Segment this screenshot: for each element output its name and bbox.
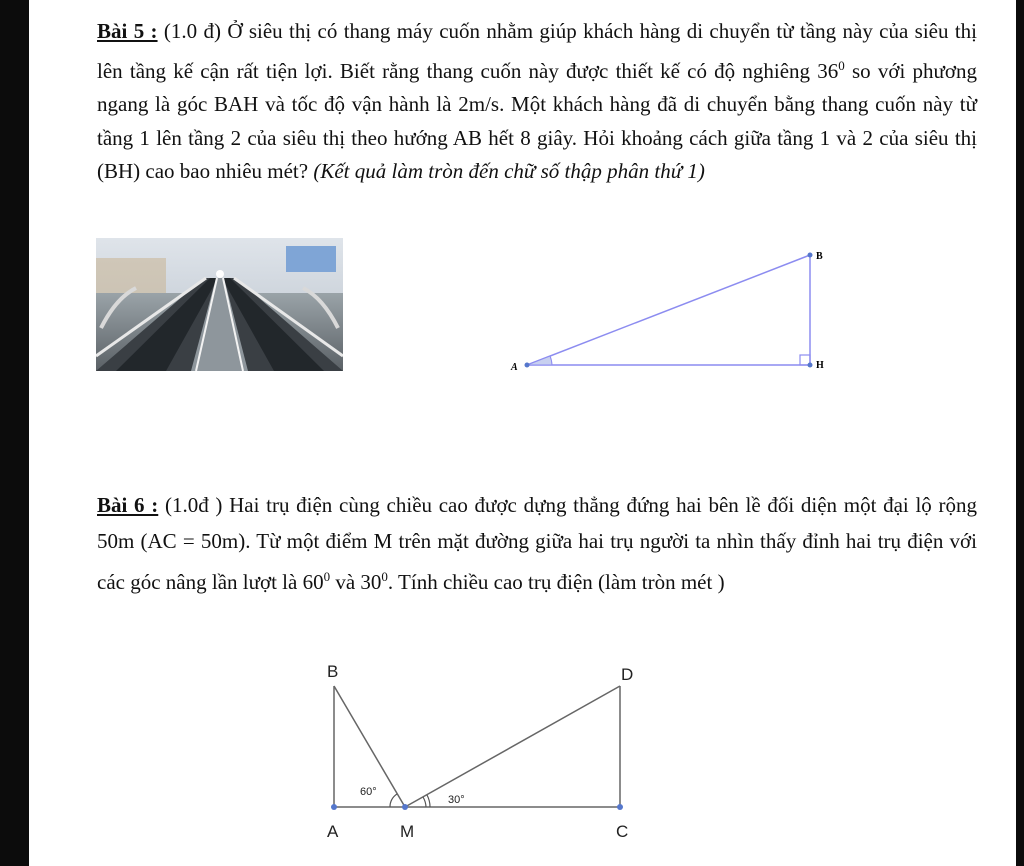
problem-5-label: Bài 5 : <box>97 19 158 43</box>
point-b <box>808 253 813 258</box>
right-black-border <box>1016 0 1024 866</box>
problem-5-body-2: so với phương ngang là góc BAH và tốc độ vận hành là 2m/s. Một khách hàng đã di chuyển bằng thang cuốn này từ tầng 1 lên tầng 2 của siêu thị theo hướng AB hết 8 giây. Hỏi khoảng cách giữa tầng 1 và 2 của siêu thị (BH) cao bao nhiêu mét? <box>97 58 977 183</box>
problem-6-label: Bài 6 : <box>97 493 159 517</box>
label-angle-60: 60° <box>360 786 377 798</box>
problem-6-body-1: (1.0đ ) Hai trụ điện cùng chiều cao được dựng thẳng đứng hai bên lề đối diện một đại lộ rộng 50m (AC = 50m). Từ một điểm M trên mặt đường giữa hai trụ người ta nhìn thấy đỉnh hai trụ điện với các góc nâng lần lượt là <box>97 493 977 594</box>
point-c <box>617 804 623 810</box>
sight-md <box>405 686 620 807</box>
problem-6-body-2: . Tính chiều cao trụ điện (làm tròn mét ) <box>387 570 725 594</box>
label-d: D <box>621 665 634 684</box>
problem-6-text <box>97 488 977 601</box>
angle-arc-30-inner <box>423 797 426 807</box>
label-a: A <box>327 822 339 841</box>
label-b: B <box>327 662 339 681</box>
problem-6-connector: và <box>330 570 361 594</box>
triangle-bah-figure <box>500 238 840 378</box>
label-m: M <box>400 822 415 841</box>
label-a: A <box>511 362 518 373</box>
label-angle-30: 30° <box>448 794 465 806</box>
point-h <box>808 363 813 368</box>
escalator-photo <box>96 238 343 371</box>
label-c: C <box>616 822 629 841</box>
problem-5-note: (Kết quả làm tròn đến chữ số thập phân thứ 1) <box>313 159 705 183</box>
line-ab <box>527 255 810 365</box>
point-a <box>331 804 337 810</box>
angle-arc-30-outer <box>427 795 430 807</box>
problem-5-angle: $36^0$ <box>817 57 845 83</box>
angle-arc-60 <box>390 794 397 807</box>
screen-panel <box>286 246 336 272</box>
angle-mark-a <box>527 356 552 365</box>
label-b: B <box>816 251 823 262</box>
point-m <box>402 804 408 810</box>
problem-5-body-1: (1.0 đ) Ở siêu thị có thang máy cuốn nhằm giúp khách hàng di chuyển từ tầng này của siêu thị lên tầng kế cận rất tiện lợi. Biết rằng thang cuốn này được thiết kế có độ nghiêng <box>97 19 978 83</box>
label-h: H <box>816 360 824 371</box>
problem-6-angle-30: $30^0$ <box>360 569 388 594</box>
problem-5-text <box>97 15 977 189</box>
point-a <box>525 363 530 368</box>
problem-6-angle-60: $60^0$ <box>302 569 331 594</box>
poles-figure <box>310 652 670 852</box>
left-black-border <box>0 0 29 866</box>
